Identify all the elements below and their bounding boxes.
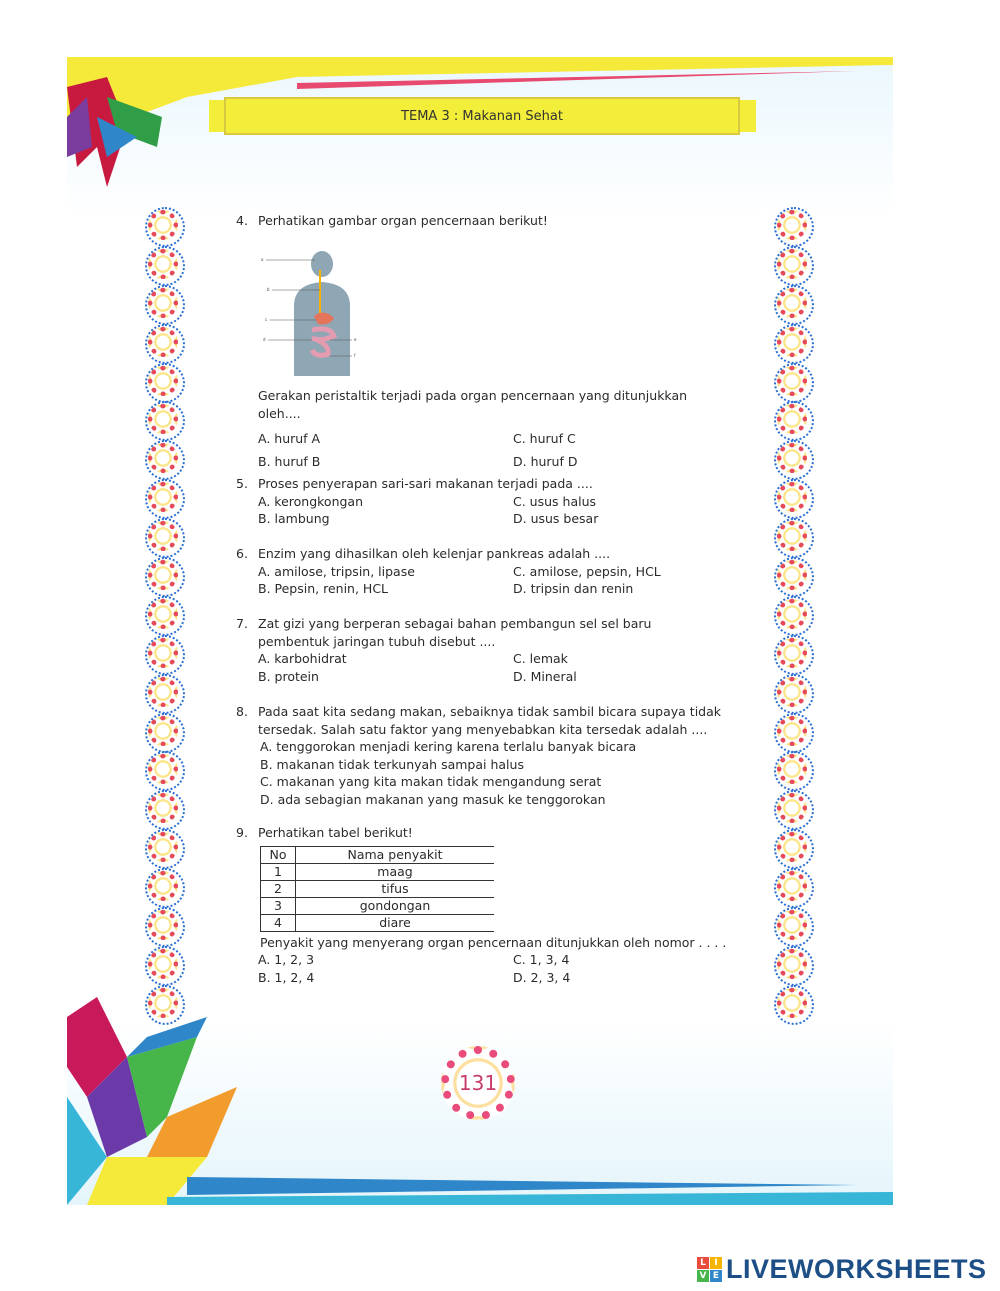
table-cell: 1 [261, 863, 296, 880]
table-cell: maag [296, 863, 495, 880]
option-d[interactable]: D. 2, 3, 4 [513, 969, 571, 985]
option-b[interactable]: B. Pepsin, renin, HCL [258, 581, 389, 596]
table-row [261, 897, 495, 914]
question-8 [236, 703, 756, 808]
logo-letter: I [710, 1257, 722, 1269]
logo-letter: V [697, 1270, 709, 1282]
question-number: 5. [236, 476, 248, 491]
table-cell: diare [296, 914, 495, 931]
table-row [261, 880, 495, 897]
table-cell: gondongan [296, 897, 495, 914]
option-d[interactable]: D. huruf D [513, 453, 578, 469]
logo-letter: E [710, 1270, 722, 1282]
figure-label: a [261, 257, 264, 262]
banner-right-cap [740, 100, 756, 132]
option-d[interactable]: D. ada sebagian makanan yang masuk ke tenggorokan [260, 791, 606, 807]
logo-mark [697, 1257, 722, 1282]
option-c[interactable]: C. makanan yang kita makan tidak mengandung serat [260, 774, 602, 789]
table-row [261, 863, 495, 880]
table-header: No [261, 846, 296, 863]
table-header-row [261, 846, 495, 863]
option-c[interactable]: C. 1, 3, 4 [513, 952, 570, 967]
page-number [441, 1046, 515, 1120]
question-stem: Gerakan peristaltik terjadi pada organ pencernaan yang ditunjukkan oleh.... [258, 388, 688, 421]
banner-left-cap [209, 100, 225, 132]
option-a[interactable]: A. tenggorokan menjadi kering karena terlalu banyak bicara [260, 739, 637, 754]
theme-title: TEMA 3 : Makanan Sehat [401, 108, 563, 124]
question-text: Zat gizi yang berperan sebagai bahan pembangun sel sel baru pembentuk jaringan tubuh disebut .... [258, 616, 652, 649]
question-text: Perhatikan tabel berikut! [258, 825, 413, 840]
option-b[interactable]: B. 1, 2, 4 [258, 969, 315, 985]
option-c[interactable]: C. huruf C [513, 431, 576, 446]
table-cell: 3 [261, 897, 296, 914]
table-header: Nama penyakit [296, 846, 495, 863]
table-cell: 2 [261, 880, 296, 897]
option-b[interactable]: B. makanan tidak terkunyah sampai halus [260, 756, 524, 772]
bottom-stripe-blue [187, 1177, 857, 1195]
theme-banner [224, 97, 740, 135]
question-text: Perhatikan gambar organ pencernaan berikut! [258, 213, 548, 228]
option-b[interactable]: B. huruf B [258, 453, 321, 469]
question-9 [236, 824, 756, 986]
question-text: Proses penyerapan sari-sari makanan terjadi pada .... [258, 476, 593, 491]
option-a[interactable]: A. kerongkongan [258, 493, 364, 509]
logo-text: LIVEWORKSHEETS [726, 1253, 987, 1284]
table-row [261, 914, 495, 931]
question-number: 6. [236, 546, 248, 561]
bottom-stripe-teal [167, 1192, 893, 1205]
option-c[interactable]: C. usus halus [513, 493, 597, 509]
left-ornament-border [143, 210, 183, 1027]
option-d[interactable]: D. tripsin dan renin [513, 581, 634, 596]
option-d[interactable]: D. Mineral [513, 668, 577, 684]
question-number: 8. [236, 704, 248, 719]
option-b[interactable]: B. protein [258, 668, 319, 684]
question-number: 7. [236, 616, 248, 631]
page-number-text: 131 [458, 1071, 498, 1095]
option-a[interactable]: A. 1, 2, 3 [258, 952, 315, 967]
figure-label: f [354, 353, 356, 358]
question-7 [236, 615, 756, 685]
question-text: Enzim yang dihasilkan oleh kelenjar pankreas adalah .... [258, 546, 611, 561]
table-cell: tifus [296, 880, 495, 897]
logo-letter: L [697, 1257, 709, 1269]
figure-label: c [265, 317, 268, 322]
figure-label: b [267, 287, 270, 292]
option-a[interactable]: A. karbohidrat [258, 651, 347, 666]
answer-options [236, 951, 756, 986]
table-cell: 4 [261, 914, 296, 931]
digestive-organ-figure [260, 246, 362, 376]
answer-options [236, 430, 768, 470]
answer-options [236, 650, 756, 685]
answer-options [236, 493, 756, 528]
option-b[interactable]: B. lambung [258, 511, 330, 526]
question-6 [236, 545, 756, 598]
figure-label: e [354, 337, 357, 342]
option-c[interactable]: C. amilose, pepsin, HCL [513, 563, 661, 579]
question-4 [236, 212, 756, 469]
right-ornament-border [772, 210, 812, 1027]
figure-label: d [263, 337, 266, 342]
option-a[interactable]: A. amilose, tripsin, lipase [258, 563, 415, 579]
question-text: Pada saat kita sedang makan, sebaiknya tidak sambil bicara supaya tidak tersedak. Salah satu faktor yang menyebabkan kita tersedak adalah .... [258, 704, 721, 737]
answer-options [236, 738, 756, 808]
question-5 [236, 475, 756, 528]
option-a[interactable]: A. huruf A [258, 431, 321, 446]
question-number: 4. [236, 213, 248, 228]
liveworksheets-logo[interactable] [697, 1253, 987, 1285]
option-c[interactable]: C. lemak [513, 651, 568, 666]
option-d[interactable]: D. usus besar [513, 511, 599, 526]
question-stem: Penyakit yang menyerang organ pencernaan ditunjukkan oleh nomor . . . . [260, 934, 727, 950]
question-number: 9. [236, 825, 248, 840]
disease-table [260, 846, 494, 932]
answer-options [236, 563, 756, 598]
